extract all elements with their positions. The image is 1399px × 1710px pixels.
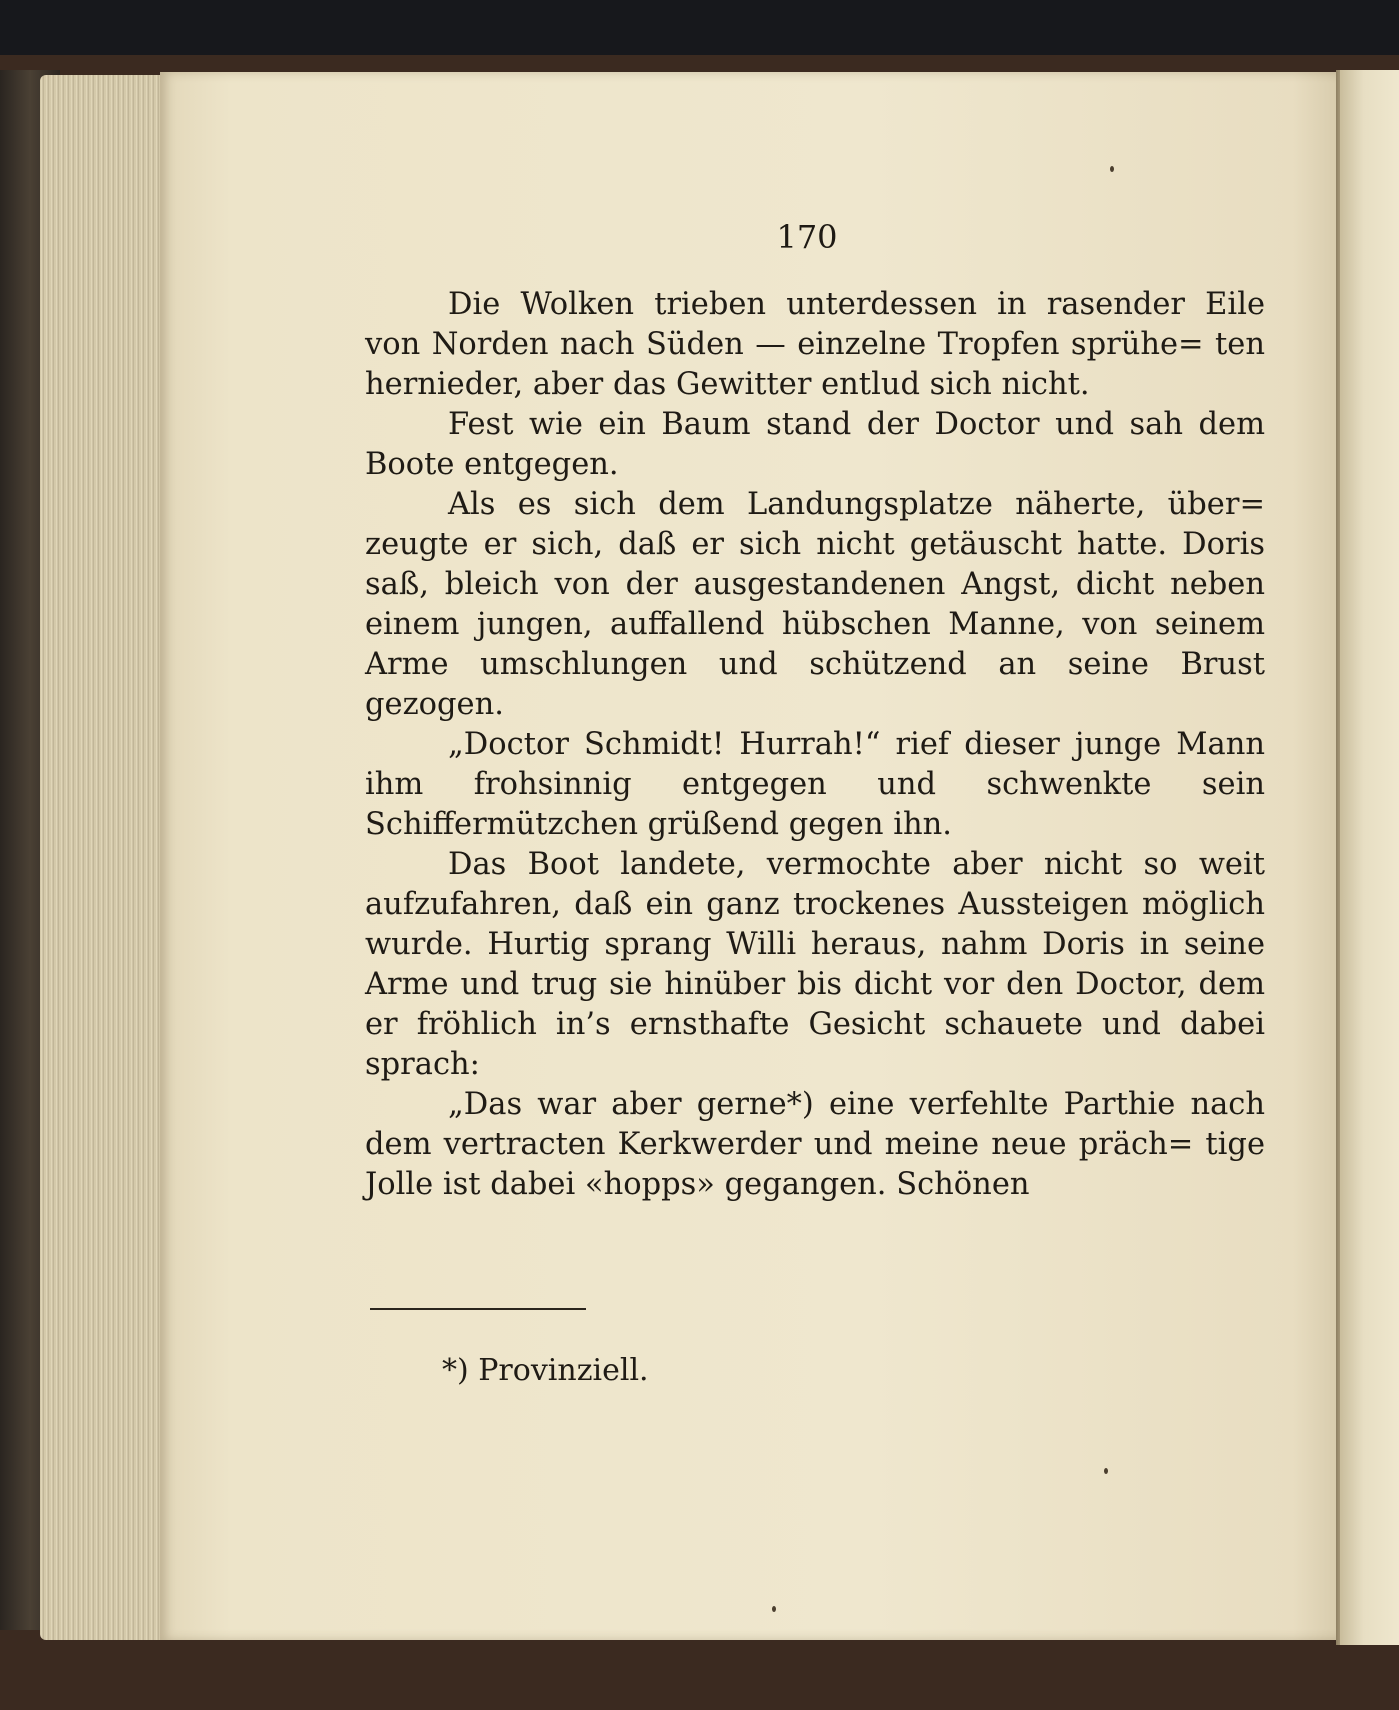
page-edges xyxy=(40,75,170,1640)
page-number: 170 xyxy=(776,218,838,256)
paper-speck xyxy=(772,1606,776,1612)
paragraph: Das Boot landete, vermochte aber nicht so weit aufzufahren, daß ein ganz trockenes Aussteigen möglich wurde. Hurtig sprang Willi heraus, nahm Doris in seine Arme und trug sie hinüber bis dicht vor den Doctor, dem er fröhlich in’s ernsthafte Gesicht schauete und dabei sprach: xyxy=(365,847,1265,1082)
footnote-rule xyxy=(370,1308,586,1310)
footnote: *) Provinziell. xyxy=(442,1353,649,1388)
paragraph: „Das war aber gerne*) eine verfehlte Parthie nach dem vertracten Kerkwerder und meine neue präch= tige Jolle ist dabei «hopps» gegangen. Schönen xyxy=(365,1087,1265,1202)
paragraph: Fest wie ein Baum stand der Doctor und sah dem Boote entgegen. xyxy=(365,407,1265,482)
paper-speck xyxy=(1110,166,1114,172)
paragraph: „Doctor Schmidt! Hurrah!“ rief dieser junge Mann ihm frohsinnig entgegen und schwenkte sein Schiffermützchen grüßend gegen ihn. xyxy=(365,727,1265,842)
body-text xyxy=(365,285,1265,1205)
paper-speck xyxy=(1104,1468,1108,1474)
facing-page-edge xyxy=(1340,70,1399,1645)
paragraph: Als es sich dem Landungsplatze näherte, über= zeugte er sich, daß er sich nicht getäuscht hatte. Doris saß, bleich von der ausgestandenen Angst, dicht neben einem jungen, auffallend hübschen Manne, von seinem Arme umschlungen und schützend an seine Brust gezogen. xyxy=(365,487,1265,722)
paragraph: Die Wolken trieben unterdessen in rasender Eile von Norden nach Süden — einzelne Tropfen sprühe= ten hernieder, aber das Gewitter entlud sich nicht. xyxy=(365,287,1265,402)
